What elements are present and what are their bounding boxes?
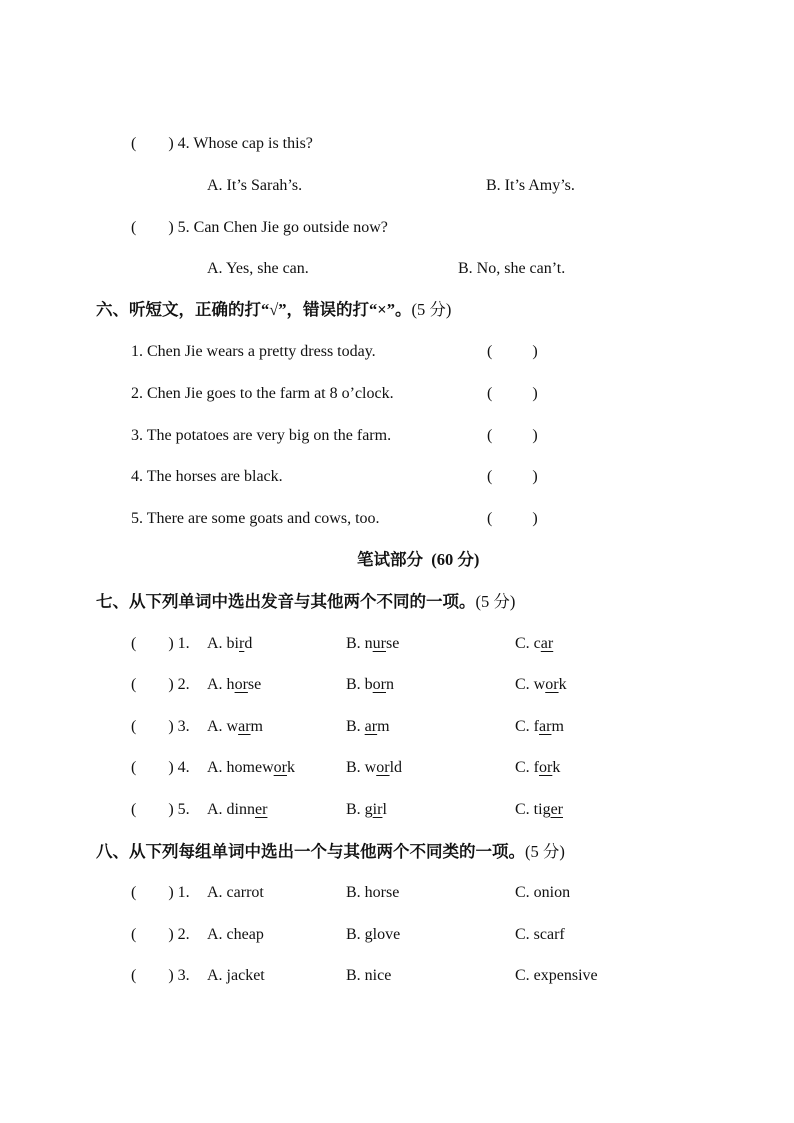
tf-blank-3[interactable]: ( )	[487, 427, 538, 444]
s7-option-c: C. car	[515, 635, 554, 652]
s8-option-c: C. onion	[515, 884, 571, 901]
underlined-letters: ar	[238, 718, 251, 735]
s7-bracket-3[interactable]: ( ) 3.	[131, 718, 190, 735]
s8-option-b: B. glove	[346, 926, 401, 943]
tf-item-2: 2. Chen Jie goes to the farm at 8 o’clock.	[131, 385, 394, 402]
question-text: Whose cap is this?	[193, 135, 313, 152]
section-title: 六、听短文，正确的打“√”，错误的打“×”。	[96, 300, 412, 319]
tf-blank-2[interactable]: ( )	[487, 385, 538, 402]
tf-item-5: 5. There are some goats and cows, too.	[131, 510, 380, 527]
written-part-title	[357, 550, 479, 570]
question-4	[131, 134, 313, 154]
question-5	[131, 218, 388, 238]
tf-blank-4[interactable]: ( )	[487, 468, 538, 485]
s7-option-a: A. bird	[207, 635, 253, 652]
underlined-letters: ur	[372, 635, 386, 652]
s7-option-b: B. world	[346, 759, 403, 776]
underlined-letters: ar	[364, 718, 378, 735]
tf-item-3: 3. The potatoes are very big on the farm.	[131, 427, 392, 444]
question-text: Can Chen Jie go outside now?	[193, 219, 388, 236]
s7-option-a: A. dinner	[207, 801, 268, 818]
s7-bracket-4[interactable]: ( ) 4.	[131, 759, 190, 776]
s7-option-c: C. fork	[515, 759, 561, 776]
underlined-letters: or	[539, 759, 553, 776]
section-score: (5 分)	[411, 300, 452, 319]
s8-option-a: A. jacket	[207, 967, 265, 984]
section-8-heading	[96, 842, 565, 862]
underlined-letters: er	[550, 801, 563, 818]
underlined-letters: or	[234, 676, 248, 693]
option-a: A. Yes, she can.	[207, 260, 309, 277]
option-a: A. It’s Sarah’s.	[207, 177, 303, 194]
s7-option-b: B. nurse	[346, 635, 400, 652]
answer-bracket[interactable]: ( ) 4.	[131, 135, 190, 152]
tf-blank-1[interactable]: ( )	[487, 343, 538, 360]
part-score: (60 分)	[431, 550, 480, 569]
section-title: 七、从下列单词中选出发音与其他两个不同的一项。	[96, 592, 476, 611]
underlined-letters: r	[239, 635, 245, 652]
underlined-letters: or	[545, 676, 559, 693]
underlined-letters: ar	[540, 635, 554, 652]
underlined-letters: ar	[539, 718, 552, 735]
s7-option-c: C. farm	[515, 718, 564, 735]
s7-option-b: B. girl	[346, 801, 387, 818]
s7-option-a: A. horse	[207, 676, 262, 693]
s7-option-c: C. tiger	[515, 801, 563, 818]
answer-bracket[interactable]: ( ) 5.	[131, 219, 190, 236]
s8-bracket-1[interactable]: ( ) 1.	[131, 884, 190, 901]
s7-option-b: B. born	[346, 676, 394, 693]
s8-bracket-3[interactable]: ( ) 3.	[131, 967, 190, 984]
underlined-letters: er	[255, 801, 268, 818]
s7-bracket-5[interactable]: ( ) 5.	[131, 801, 190, 818]
s7-option-a: A. warm	[207, 718, 263, 735]
s7-option-a: A. homework	[207, 759, 295, 776]
underlined-letters: or	[273, 759, 287, 776]
option-b: B. No, she can’t.	[458, 260, 566, 277]
section-score: (5 分)	[475, 592, 516, 611]
option-b: B. It’s Amy’s.	[486, 177, 575, 194]
s8-option-b: B. nice	[346, 967, 392, 984]
section-title: 八、从下列每组单词中选出一个与其他两个不同类的一项。	[96, 842, 525, 861]
tf-item-4: 4. The horses are black.	[131, 468, 283, 485]
section-6-heading	[96, 300, 451, 320]
s8-option-a: A. cheap	[207, 926, 264, 943]
section-7-heading	[96, 592, 515, 612]
s8-option-c: C. expensive	[515, 967, 598, 984]
underlined-letters: or	[376, 759, 390, 776]
s8-option-c: C. scarf	[515, 926, 565, 943]
underlined-letters: ir	[372, 801, 383, 818]
s8-bracket-2[interactable]: ( ) 2.	[131, 926, 190, 943]
tf-blank-5[interactable]: ( )	[487, 510, 538, 527]
tf-item-1: 1. Chen Jie wears a pretty dress today.	[131, 343, 376, 360]
s7-bracket-2[interactable]: ( ) 2.	[131, 676, 190, 693]
s7-option-b: B. arm	[346, 718, 390, 735]
s7-bracket-1[interactable]: ( ) 1.	[131, 635, 190, 652]
s8-option-b: B. horse	[346, 884, 400, 901]
part-title: 笔试部分	[357, 550, 423, 569]
section-score: (5 分)	[525, 842, 565, 861]
s7-option-c: C. work	[515, 676, 567, 693]
underlined-letters: or	[372, 676, 386, 693]
s8-option-a: A. carrot	[207, 884, 264, 901]
